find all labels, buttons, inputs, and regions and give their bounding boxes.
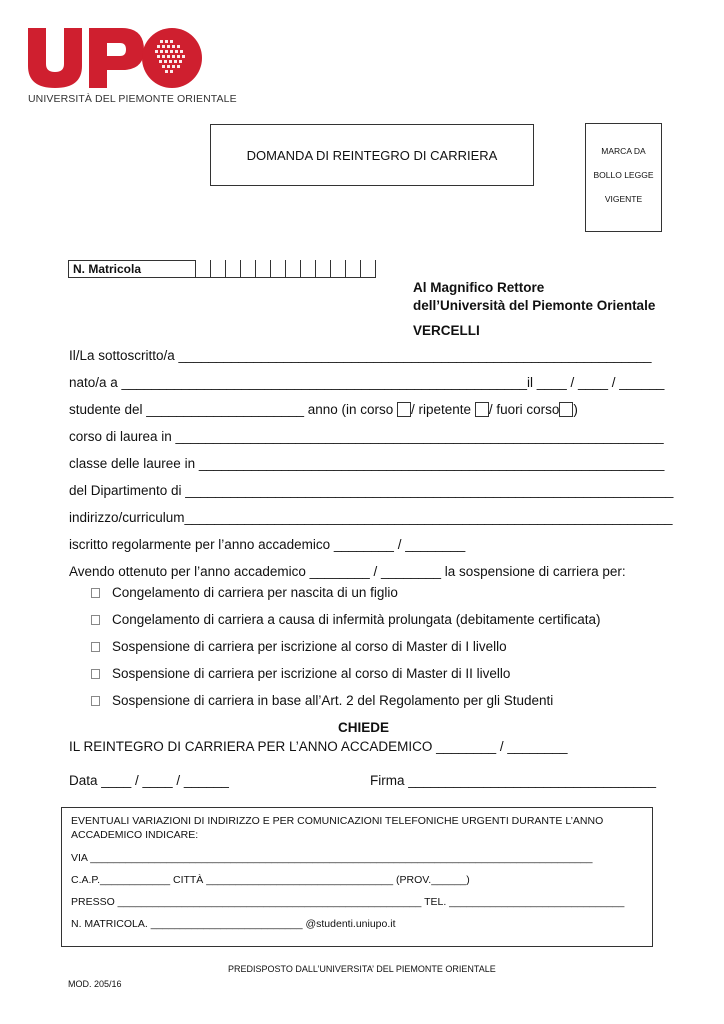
birth-field[interactable]: nato/a a ______________________________________________________il ____ / ____ / ______ (69, 375, 665, 390)
sospensione-field[interactable]: Avendo ottenuto per l’anno accademico ________ / ________ la sospensione di carriera per: (69, 564, 626, 579)
iscritto-field[interactable]: iscritto regolarmente per l’anno accademico ________ / ________ (69, 537, 466, 552)
date-field[interactable]: Data ____ / ____ / ______ (69, 773, 229, 788)
form-code: MOD. 205/16 (68, 979, 122, 989)
matricola-cell[interactable] (330, 260, 345, 278)
fuori-corso-checkbox[interactable] (559, 402, 573, 417)
student-email-field[interactable]: N. MATRICOLA. __________________________ @studenti.uniupo.it (71, 918, 396, 930)
cap-city-field[interactable]: C.A.P.____________ CITTÀ ________________________________ (PROV.______) (71, 874, 470, 886)
option-label: Sospensione di carriera per iscrizione al corso di Master di II livello (112, 666, 511, 681)
matricola-cell[interactable] (300, 260, 315, 278)
option-label: Congelamento di carriera per nascita di un figlio (112, 585, 398, 600)
stamp-line-3: VIGENTE (604, 194, 643, 204)
matricola-grid (68, 260, 376, 278)
matricola-cell[interactable] (315, 260, 330, 278)
option-checkbox[interactable] (91, 615, 100, 625)
revenue-stamp-box (585, 123, 662, 232)
option-checkbox[interactable] (91, 588, 100, 598)
option-item[interactable] (91, 639, 507, 654)
closing-paren: ) (573, 402, 578, 417)
ripetente-label: / ripetente (411, 402, 475, 417)
matricola-cell[interactable] (345, 260, 360, 278)
classe-lauree-field[interactable]: classe delle lauree in ______________________________________________________________ (69, 456, 665, 471)
info-header-line-2: ACCADEMICO INDICARE: (71, 829, 199, 841)
university-name: UNIVERSITÀ DEL PIEMONTE ORIENTALE (28, 93, 237, 105)
recipient-city: VERCELLI (413, 323, 480, 338)
in-corso-checkbox[interactable] (397, 402, 411, 417)
option-item[interactable] (91, 585, 398, 600)
matricola-cell[interactable] (285, 260, 300, 278)
matricola-cell[interactable] (255, 260, 270, 278)
ripetente-checkbox[interactable] (475, 402, 489, 417)
student-year-field (69, 402, 578, 417)
footer-predisposto: PREDISPOSTO DALL’UNIVERSITA’ DEL PIEMONTE ORIENTALE (228, 964, 496, 974)
presso-tel-field[interactable]: PRESSO ____________________________________________________ TEL. ______________________________ (71, 896, 625, 908)
chiede-heading: CHIEDE (338, 720, 390, 735)
option-item[interactable] (91, 693, 553, 708)
option-checkbox[interactable] (91, 696, 100, 706)
student-year-label[interactable]: studente del _____________________ anno (in corso (69, 402, 398, 417)
option-label: Sospensione di carriera in base all’Art. 2 del Regolamento per gli Studenti (112, 693, 554, 708)
document-title: DOMANDA DI REINTEGRO DI CARRIERA (246, 147, 498, 163)
fuori-corso-label: / fuori corso (488, 402, 560, 417)
matricola-cell[interactable] (225, 260, 240, 278)
corso-laurea-field[interactable]: corso di laurea in _________________________________________________________________ (69, 429, 664, 444)
option-checkbox[interactable] (91, 642, 100, 652)
dipartimento-field[interactable]: del Dipartimento di _________________________________________________________________ (69, 483, 674, 498)
matricola-cell[interactable] (270, 260, 285, 278)
indirizzo-field[interactable]: indirizzo/curriculum_________________________________________________________________ (69, 510, 673, 525)
matricola-cell[interactable] (360, 260, 376, 278)
info-header-line-1: EVENTUALI VARIAZIONI DI INDIRIZZO E PER COMUNICAZIONI TELEFONICHE URGENTI DURANTE L’ANNO (71, 815, 604, 827)
matricola-cell[interactable] (210, 260, 225, 278)
option-item[interactable] (91, 612, 601, 627)
reintegro-field[interactable]: IL REINTEGRO DI CARRIERA PER L’ANNO ACCADEMICO ________ / ________ (69, 739, 568, 754)
stamp-line-2: BOLLO LEGGE (593, 170, 654, 180)
option-label: Congelamento di carriera a causa di infermità prolungata (debitamente certificata) (112, 612, 601, 627)
sottoscritto-field[interactable]: Il/La sottoscritto/a _______________________________________________________________ (69, 348, 652, 363)
recipient-line-2: dell’Università del Piemonte Orientale (413, 298, 656, 313)
option-label: Sospensione di carriera per iscrizione al corso di Master di I livello (112, 639, 507, 654)
signature-field[interactable]: Firma _________________________________ (370, 773, 657, 788)
option-item[interactable] (91, 666, 510, 681)
matricola-cell[interactable] (240, 260, 255, 278)
recipient-line-1: Al Magnifico Rettore (413, 280, 545, 295)
stamp-line-1: MARCA DA (601, 146, 646, 156)
upo-logo-graphic (26, 26, 204, 90)
matricola-cell[interactable] (195, 260, 210, 278)
option-checkbox[interactable] (91, 669, 100, 679)
matricola-label: N. Matricola (68, 260, 195, 278)
via-field[interactable]: VIA ______________________________________________________________________________________ (71, 852, 593, 864)
university-logo (26, 26, 204, 95)
document-title-box (210, 124, 534, 186)
